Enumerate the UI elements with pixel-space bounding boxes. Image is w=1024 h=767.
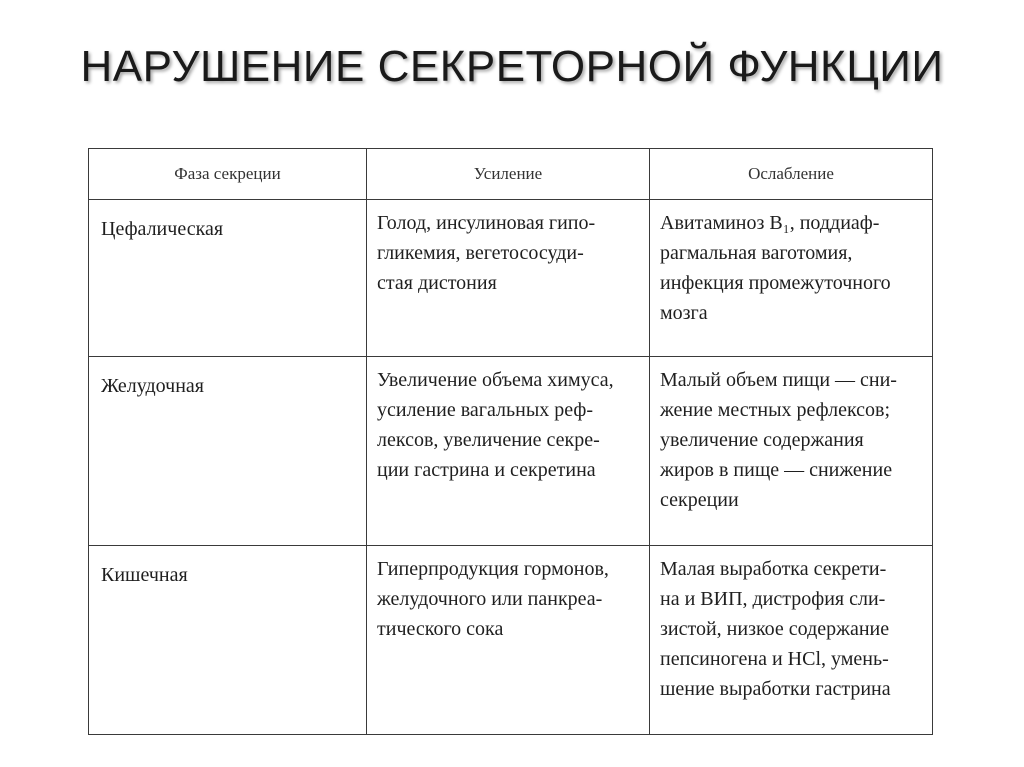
cell-line: рагмальная ваготомия,: [660, 242, 853, 264]
cell-line: Голод, инсулиновая гипо-: [377, 212, 596, 234]
phase-cell: Желудочная: [89, 357, 367, 546]
phase-cell: Цефалическая: [89, 200, 367, 357]
increase-cell: [367, 200, 650, 357]
cell-line: на и ВИП, дистрофия сли-: [660, 588, 886, 610]
cell-line: Малая выработка секрети-: [660, 558, 887, 580]
table-row: [89, 200, 933, 357]
header-increase: Усиление: [367, 149, 650, 200]
cell-line: секреции: [660, 489, 739, 511]
decrease-cell: [650, 200, 933, 357]
cell-line: Увеличение объема химуса,: [377, 369, 614, 391]
cell-line: ции гастрина и секретина: [377, 459, 596, 481]
decrease-cell: [650, 546, 933, 735]
table-header-row: [89, 149, 933, 200]
cell-line: шение выработки гастрина: [660, 678, 891, 700]
cell-line: желудочного или панкреа-: [377, 588, 603, 610]
cell-line: гликемия, вегетососуди-: [377, 242, 584, 264]
table-row: [89, 546, 933, 735]
increase-cell: [367, 357, 650, 546]
decrease-cell: [650, 357, 933, 546]
cell-line: Гиперпродукция гормонов,: [377, 558, 609, 580]
table-row: [89, 357, 933, 546]
header-decrease: Ослабление: [650, 149, 933, 200]
cell-line: зистой, низкое содержание: [660, 618, 890, 640]
cell-line: тического сока: [377, 618, 504, 640]
slide-title: НАРУШЕНИЕ СЕКРЕТОРНОЙ ФУНКЦИИ: [80, 42, 944, 91]
cell-line: увеличение содержания: [660, 429, 864, 451]
cell-line: усиление вагальных реф-: [377, 399, 594, 421]
cell-line: стая дистония: [377, 272, 497, 294]
cell-line: Малый объем пищи — сни-: [660, 369, 897, 391]
cell-line: лексов, увеличение секре-: [377, 429, 600, 451]
cell-line: мозга: [660, 302, 708, 324]
cell-line: инфекция промежуточного: [660, 272, 891, 294]
phase-cell: Кишечная: [89, 546, 367, 735]
cell-line: жиров в пище — снижение: [660, 459, 893, 481]
secretion-table: [88, 148, 933, 735]
cell-line: Авитаминоз B₁, поддиаф-: [660, 212, 880, 234]
cell-line: пепсиногена и HCl, умень-: [660, 648, 889, 670]
header-phase: Фаза секреции: [89, 149, 367, 200]
cell-line: жение местных рефлексов;: [660, 399, 891, 421]
increase-cell: [367, 546, 650, 735]
